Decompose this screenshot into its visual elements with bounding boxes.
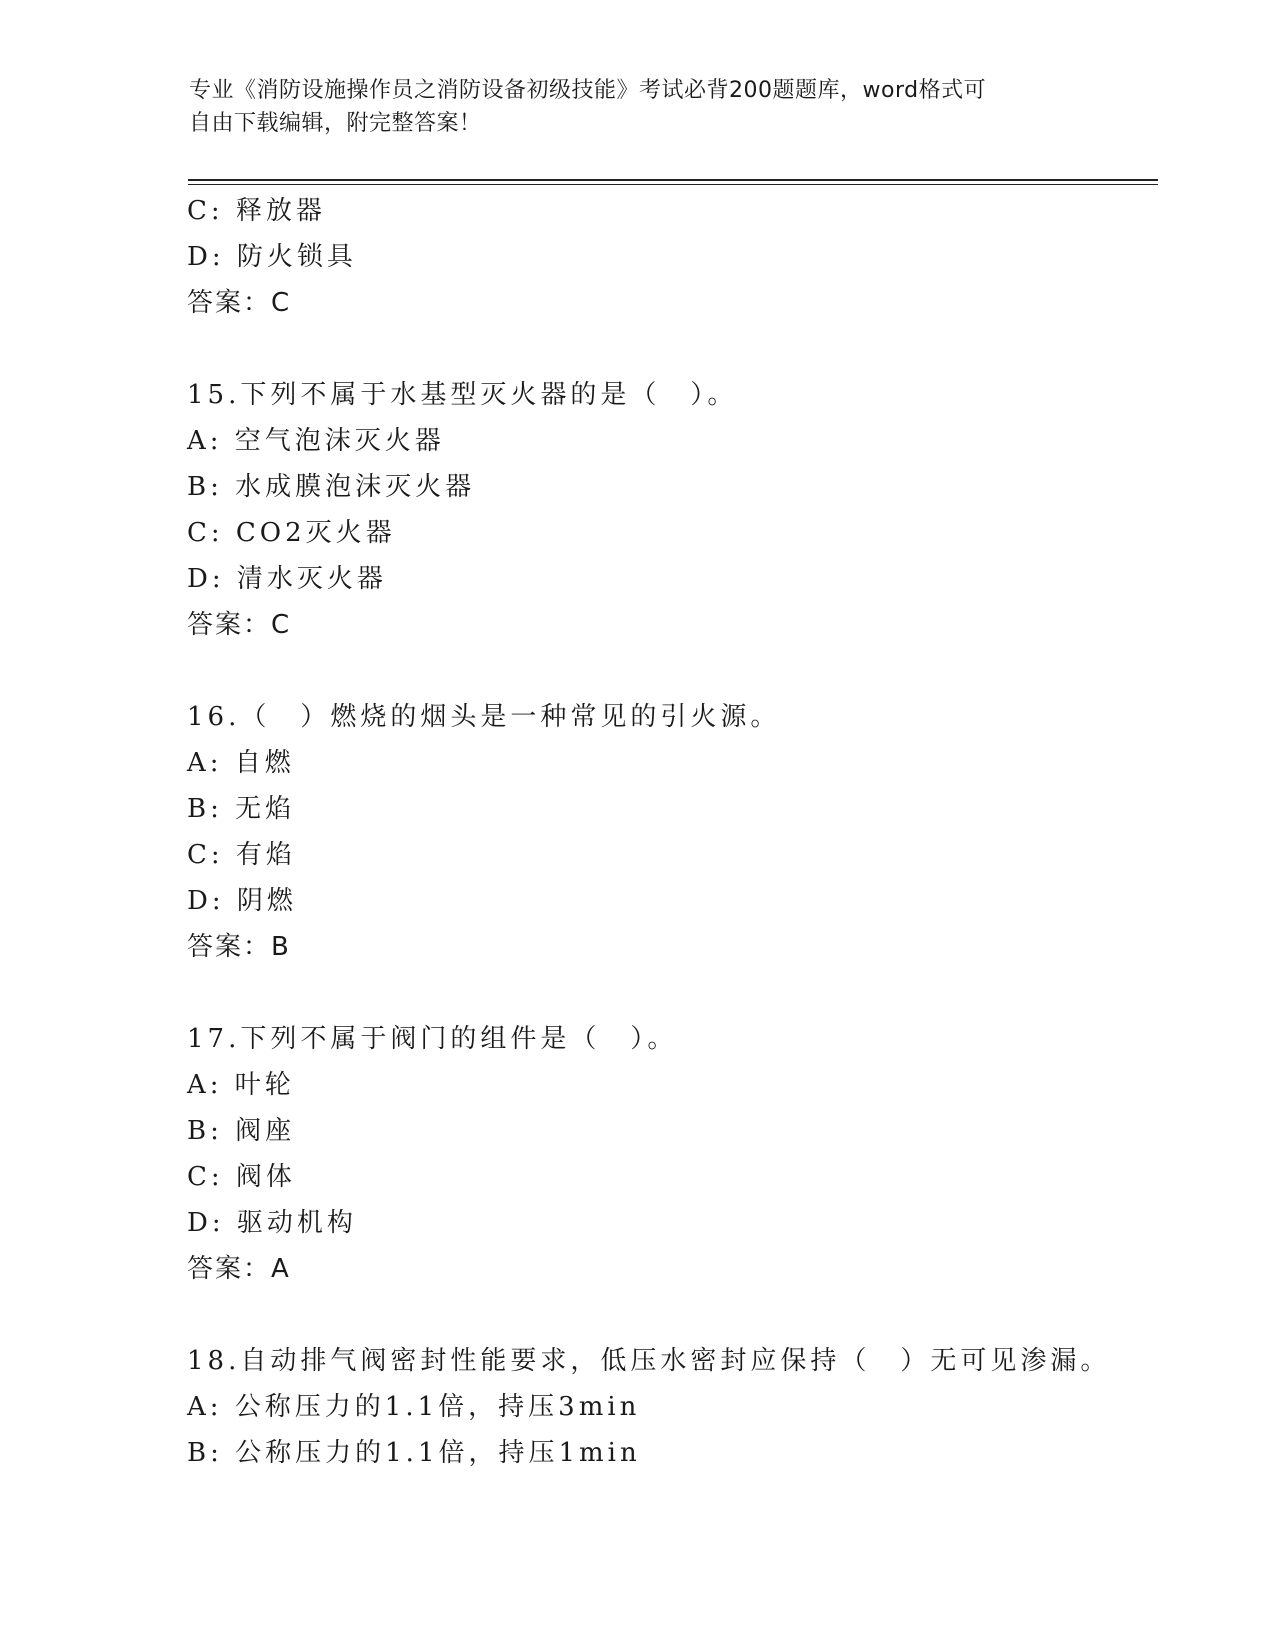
option-b: B: 公称压力的1.1倍，持压1min [187,1438,641,1468]
option-d: D: 驱动机构 [187,1208,357,1238]
option-c: C: 释放器 [187,196,326,226]
option-a: A: 自燃 [187,748,295,778]
option-b: B: 无焰 [187,794,296,824]
option-b: B: 阀座 [187,1116,296,1146]
question-list [187,188,1187,1476]
header-title-line-1: 专业《消防设施操作员之消防设备初级技能》考试必背200题题库，word格式可 [189,78,987,103]
answer-line: 答案：C [187,610,292,640]
option-d: D: 阴燃 [187,886,297,916]
option-c: C: 有焰 [187,840,296,870]
option-d: D: 清水灭火器 [187,564,387,594]
question-stem: 18.自动排气阀密封性能要求，低压水密封应保持（ ）无可见渗漏。 [187,1346,1111,1376]
spacer [187,326,1187,372]
option-a: A: 公称压力的1.1倍，持压3min [187,1392,641,1422]
spacer [187,1292,1187,1338]
question-block-14 [187,188,1187,326]
option-a: A: 空气泡沫灭火器 [187,426,445,456]
question-block-15 [187,372,1187,648]
question-stem: 17.下列不属于阀门的组件是（ ）。 [187,1024,678,1054]
option-c: C: 阀体 [187,1162,296,1192]
question-block-18 [187,1338,1187,1476]
option-a: A: 叶轮 [187,1070,295,1100]
question-stem: 16.（ ）燃烧的烟头是一种常见的引火源。 [187,702,781,732]
answer-line: 答案：C [187,288,292,318]
header-title-line-2: 自由下载编辑，附完整答案！ [189,111,482,136]
question-block-16 [187,694,1187,970]
spacer [187,970,1187,1016]
document-header [189,74,1069,140]
spacer [187,648,1187,694]
option-c: C: CO2灭火器 [187,518,396,548]
question-stem: 15.下列不属于水基型灭火器的是（ ）。 [187,380,738,410]
header-divider-thick [188,179,1158,181]
answer-line: 答案：A [187,1254,291,1284]
option-b: B: 水成膜泡沫灭火器 [187,472,476,502]
option-d: D: 防火锁具 [187,242,357,272]
answer-line: 答案：B [187,932,291,962]
header-divider-thin [188,184,1158,185]
question-block-17 [187,1016,1187,1292]
